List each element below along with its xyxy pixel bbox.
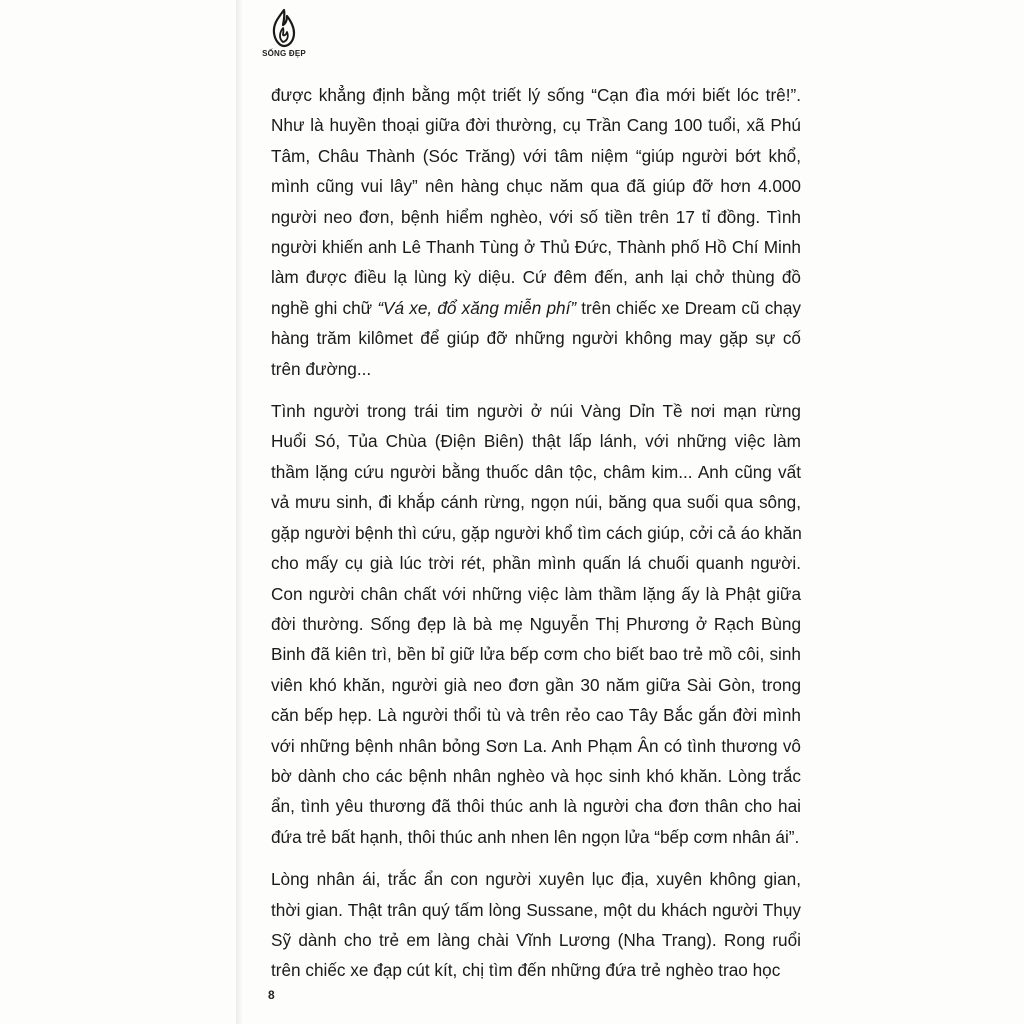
text-segment: trên đường... (271, 358, 372, 379)
text-line (271, 141, 801, 171)
text-segment: thầm lặng cứu người bằng thuốc dân tộc, châm kim... Anh cũng vất (271, 461, 801, 482)
italic-quote: “Vá xe, đổ xăng miễn phí” (377, 297, 577, 318)
flame-icon (270, 8, 298, 48)
text-line (271, 487, 801, 517)
text-line (271, 731, 801, 761)
text-segment: Lòng nhân ái, trắc ẩn con người xuyên lục địa, xuyên không gian, (271, 869, 801, 890)
text-segment: Con người chân chất với những việc làm thầm lặng ấy là Phật giữa (271, 583, 801, 604)
text-line (271, 955, 801, 985)
paragraph (271, 396, 801, 852)
text-line (271, 262, 801, 292)
text-segment: Huổi Só, Tủa Chùa (Điện Biên) thật lấp lánh, với những việc làm (271, 431, 801, 452)
text-line (271, 609, 801, 639)
text-segment: Như là huyền thoại giữa đời thường, cụ Trần Cang 100 tuổi, xã Phú (271, 115, 801, 136)
text-segment: ẩn, tình yêu thương đã thôi thúc anh là người cha đơn thân cho hai (271, 796, 801, 817)
text-line (271, 80, 801, 110)
text-segment: mình cũng vui lây” nên hàng chục năm qua đã giúp đỡ hơn 4.000 (271, 176, 801, 197)
text-segment: hàng trăm kilômet để giúp đỡ những người không may gặp sự cố (271, 328, 801, 349)
logo-text: SỐNG ĐẸP (262, 49, 306, 58)
text-line (271, 426, 801, 456)
text-segment: với những bệnh nhân bỏng Sơn La. Anh Phạm Ân có tình thương vô (271, 735, 801, 756)
text-segment: Sỹ dành cho trẻ em làng chài Vĩnh Lương (Nha Trang). Rong ruổi (271, 929, 801, 950)
text-line (271, 579, 801, 609)
text-segment: thời gian. Thật trân quý tấm lòng Sussane, một du khách người Thụy (271, 899, 801, 920)
text-segment: gặp người bệnh thì cứu, gặp người khổ tìm cách giúp, cởi cả áo khăn (271, 522, 802, 543)
page-spine-shadow (236, 0, 244, 1024)
publisher-logo (262, 8, 306, 66)
text-line (271, 323, 801, 353)
text-line (271, 110, 801, 140)
text-segment: được khẳng định bằng một triết lý sống “Cạn đìa mới biết lóc trê!”. (271, 85, 801, 105)
text-segment: đứa trẻ bất hạnh, thôi thúc anh nhen lên ngọn lửa “bếp cơm nhân ái”. (271, 826, 800, 847)
text-line (271, 354, 801, 384)
text-segment: Binh đã kiên trì, bền bỉ giữ lửa bếp cơm cho biết bao trẻ mồ côi, sinh (271, 644, 801, 665)
body-text (271, 80, 801, 998)
page-number: 8 (268, 988, 275, 1002)
text-line (271, 232, 801, 262)
text-segment: Tình người trong trái tim người ở núi Vàng Dỉn Tề nơi mạn rừng (271, 401, 801, 422)
text-line (271, 670, 801, 700)
text-segment: viên khó khăn, người già neo đơn gần 30 năm giữa Sài Gòn, trong (271, 674, 801, 695)
text-line (271, 925, 801, 955)
text-line (271, 293, 801, 323)
text-line (271, 791, 801, 821)
text-segment: cho mấy cụ già lúc trời rét, phần mình quấn lá chuối quanh người. (271, 553, 801, 574)
text-line (271, 864, 801, 894)
text-segment: nghề ghi chữ (271, 297, 378, 318)
text-segment: vả mưu sinh, đi khắp cánh rừng, ngọn núi, băng qua suối qua sông, (271, 492, 801, 513)
text-line (271, 518, 801, 548)
text-segment: làm được điều lạ lùng kỳ diệu. Cứ đêm đến, anh lại chở thùng đồ (271, 267, 801, 288)
text-line (271, 895, 801, 925)
text-line (271, 396, 801, 426)
text-line (271, 761, 801, 791)
text-segment: người khiến anh Lê Thanh Tùng ở Thủ Đức, Thành phố Hồ Chí Minh (271, 237, 801, 258)
text-segment: người neo đơn, bệnh hiểm nghèo, với số tiền trên 17 tỉ đồng. Tình (271, 206, 801, 227)
text-segment: Tâm, Châu Thành (Sóc Trăng) với tâm niệm “giúp người bớt khổ, (271, 145, 801, 166)
paragraph (271, 864, 801, 986)
text-line (271, 639, 801, 669)
text-segment: đời thường. Sống đẹp là bà mẹ Nguyễn Thị Phương ở Rạch Bùng (271, 613, 801, 634)
text-segment: bờ dành cho các bệnh nhân nghèo và học sinh khó khăn. Lòng trắc (271, 765, 801, 786)
text-segment: trên chiếc xe đạp cút kít, chị tìm đến những đứa trẻ nghèo trao học (271, 960, 781, 981)
paragraph (271, 80, 801, 384)
text-line (271, 822, 801, 852)
text-line (271, 700, 801, 730)
text-line (271, 548, 801, 578)
text-line (271, 202, 801, 232)
text-segment: căn bếp hẹp. Là người thổi tù và trên rẻo cao Tây Bắc gắn đời mình (271, 705, 801, 726)
text-segment: trên chiếc xe Dream cũ chạy (576, 297, 802, 318)
text-line (271, 171, 801, 201)
text-line (271, 457, 801, 487)
